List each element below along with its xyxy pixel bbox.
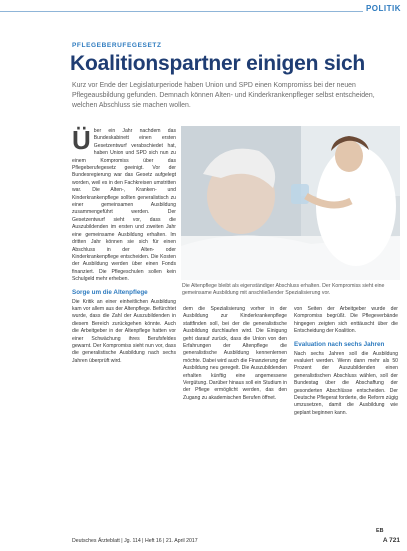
page-number: A 721 — [382, 537, 400, 544]
nurse-patient-photo — [181, 126, 400, 280]
header-rule — [0, 11, 363, 12]
page-footer — [72, 538, 400, 548]
body-paragraph: ber ein Jahr nachdem das Bundeskabinett einen ersten Gesetzentwurf verabschiedet hat, haben Union und SPD sich nun zu einem Kompromiss über das Pflegeberufegesetz geeinigt. Vor der Bundesregierung war das Gesetz aufgelegt worden, weil es in den Fachkreisen umstritten war. Die Alten-, Kranken- und Kinderkrankenpflege sollten generalistisch zu einer gemeinsamen Ausbildung zusammengeführt werden. Der Gesetzentwurf sieht vor, dass die Auszubildenden im ersten und zweiten Jahr eine gemeinsame Ausbildung erhalten. Im dritten Jahr können sie sich für einen Abschluss in der Alten- oder Kinderkrankenpflege entscheiden. Die Kosten der Ausbildung werden über einen Fonds finanziert. Die Pflegeschulen sollen kein Schulgeld mehr erheben. — [72, 128, 176, 283]
article-headline: Koalitionspartner einigen sich — [70, 52, 366, 75]
subheading: Sorge um die Altenpflege — [72, 288, 148, 296]
body-paragraph: Die Kritik an einer einheitlichen Ausbildung kam vor allem aus der Altenpflege. Befürchtet wurde, dass die Zahl der Auszubildenden in diesem Bereich zurückgehen könnte. Auch die Arbeitgeber in der Altenpflege hatten vor einer Schwächung ihres Berufsfeldes gewarnt. Der Kompromiss sieht nun vor, dass die generalistische Ausbildung nach sechs Jahren überprüft wird. — [72, 298, 176, 364]
drop-cap: Ü — [72, 125, 91, 155]
body-paragraph: Nach sechs Jahren soll die Ausbildung evaluiert werden. Wenn dann mehr als 50 Prozent der Auszubildenden einen generalistischen Abschluss wählen, soll der Bundestag über die Abschaffung der gesonderten Abschlüsse entscheiden. Der Deutsche Pflegerat forderte, die Reform zügig umzusetzen, damit die Ausbildung wie geplant beginnen kann. — [294, 350, 398, 416]
text-column-1 — [72, 125, 176, 366]
photo-caption: Die Altenpflege bleibt als eigenständiger Abschluss erhalten. Der Kompromiss sieht eine gemeinsame Ausbildung mit anschließender Spezialisierung vor. — [182, 283, 385, 296]
section-label: POLITIK — [365, 4, 401, 13]
top-bar — [0, 0, 407, 20]
author-signature: EB — [376, 528, 384, 534]
text-column-3 — [294, 306, 398, 418]
article-photo — [181, 126, 400, 280]
article-lead: Kurz vor Ende der Legislaturperiode haben Union und SPD einen Kompromiss bei der neuen Pflegeausbildung gefunden. Demnach können Alten- und Kinderkrankenpfleger selbst entscheiden, welchen Abschluss sie machen wollen. — [72, 82, 375, 109]
article-kicker: PFLEGEBERUFEGESETZ — [72, 42, 162, 49]
text-column-2 — [183, 306, 287, 403]
body-paragraph: von Seiten der Arbeitgeber wurde der Kompromiss begrüßt. Die Pflegeverbände hingegen zeigten sich enttäuscht über die Entscheidung der Koalition. — [294, 306, 398, 335]
subheading: Evaluation nach sechs Jahren — [294, 340, 385, 348]
body-paragraph: dem die Spezialisierung vorher in der Ausbildung zur Kinderkrankenpflege stattfinden soll, bei der die generalistische Ausbildung durchlaufen wird. Die Einigung geht darauf zurück, dass die Union von den Erfahrungen der Altenpflege die generalistische Ausbildung kennenlernen möchte. Dabei wird auch die Finanzierung der Ausbildung neu geregelt. Die Auszubildenden erhalten künftig eine angemessene Vergütung. Darüber hinaus soll ein Studium in der Pflege ermöglicht werden, das den Zugang zu akademischen Berufen öffnet. — [183, 306, 287, 401]
journal-source: Deutsches Ärzteblatt | Jg. 114 | Heft 16 | 21. April 2017 — [72, 538, 198, 544]
